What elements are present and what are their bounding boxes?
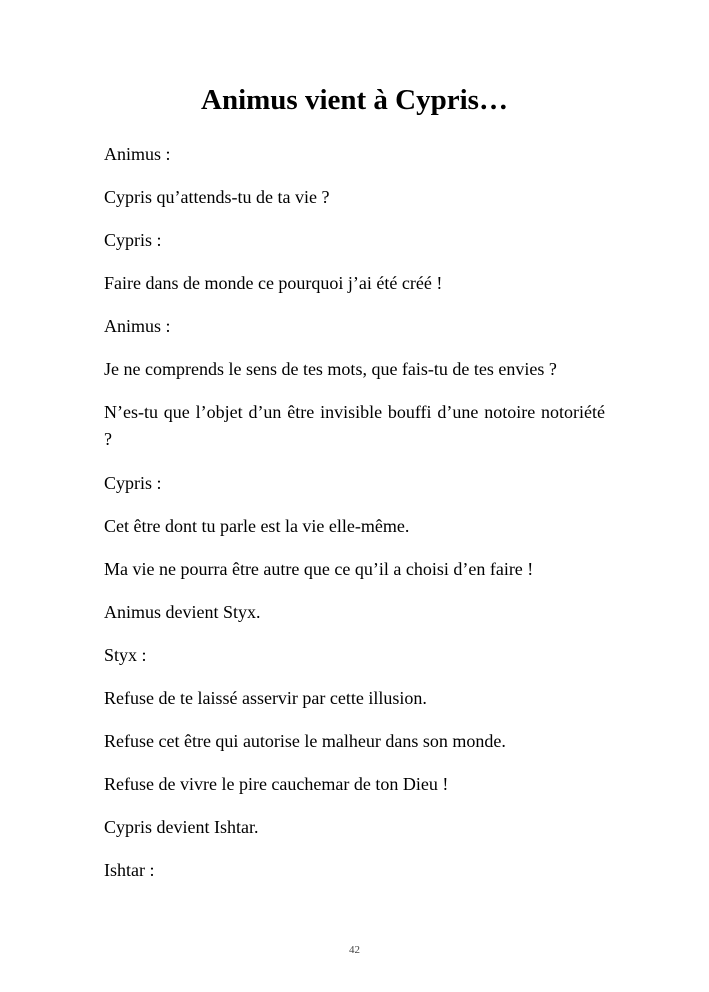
dialogue-line: Refuse de te laissé asservir par cette illusion. (104, 688, 427, 708)
dialogue-line: Cet être dont tu parle est la vie elle-même. (104, 516, 410, 536)
dialogue-line: Faire dans de monde ce pourquoi j’ai été créé ! (104, 273, 443, 293)
page-number: 42 (349, 944, 360, 956)
dialogue-line: Cypris qu’attends-tu de ta vie ? (104, 187, 330, 207)
dialogue-line: Refuse cet être qui autorise le malheur dans son monde. (104, 731, 506, 751)
speaker-line: Animus : (104, 144, 171, 164)
dialogue-line: Je ne comprends le sens de tes mots, que fais-tu de tes envies ? (104, 359, 557, 379)
speaker-line: Cypris : (104, 230, 162, 250)
dialogue-line: Refuse de vivre le pire cauchemar de ton Dieu ! (104, 774, 449, 794)
stage-direction: Animus devient Styx. (104, 602, 261, 622)
speaker-line: Animus : (104, 316, 171, 336)
dialogue-line: N’es-tu que l’objet d’un être invisible bouffi d’une notoire notoriété ? (104, 402, 605, 449)
stage-direction: Cypris devient Ishtar. (104, 817, 259, 837)
speaker-line: Cypris : (104, 473, 162, 493)
dialogue-body (104, 141, 605, 900)
speaker-line: Styx : (104, 645, 147, 665)
speaker-line: Ishtar : (104, 860, 155, 880)
dialogue-line: Ma vie ne pourra être autre que ce qu’il a choisi d’en faire ! (104, 559, 534, 579)
page-title: Animus vient à Cypris… (201, 84, 508, 116)
